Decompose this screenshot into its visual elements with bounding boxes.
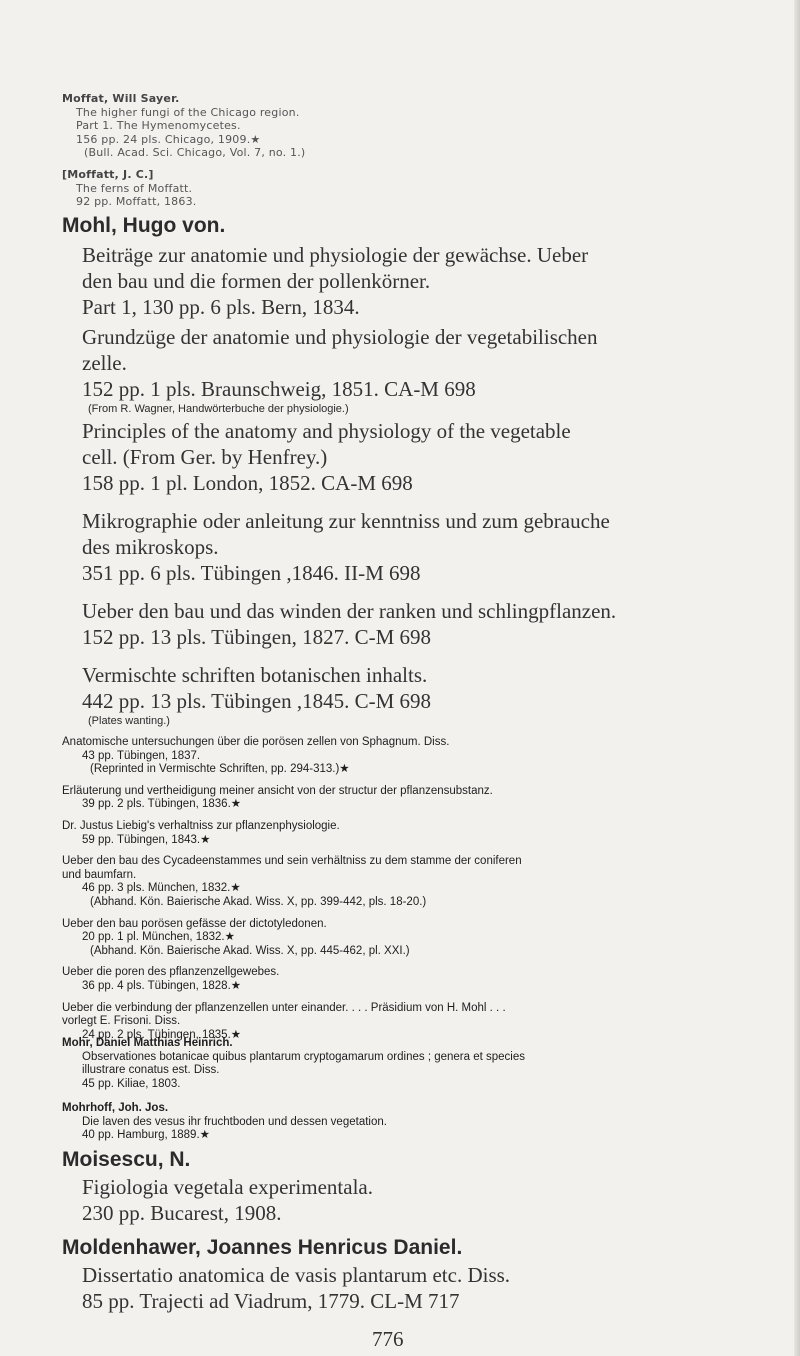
title-line: Die laven des vesus ihr fruchtboden und dessen vegetation. [82, 1115, 387, 1128]
title-line: Ueber den bau des Cycadeenstammes und sein verhältniss zu dem stamme der coniferen [62, 855, 522, 868]
series-note: (Reprinted in Vermischte Schriften, pp. 294-313.)★ [90, 763, 350, 776]
work-anatomische [62, 736, 760, 777]
title-line: cell. (From Ger. by Henfrey.) [82, 445, 328, 469]
title-line: Erläuterung und vertheidigung meiner ansicht von der structur der pflanzensubstanz. [62, 784, 493, 797]
entry-mohl [62, 212, 760, 1042]
collation-line: 36 pp. 4 pls. Tübingen, 1828.★ [82, 979, 242, 992]
title-line: Ueber den bau und das winden der ranken und schlingpflanzen. [82, 599, 617, 623]
title-line: Observationes botanicae quibus plantarum cryptogamarum ordines ; genera et species [82, 1050, 525, 1063]
entry-heading: Moisescu, N. [62, 1148, 191, 1171]
work-beitrage [62, 242, 760, 320]
series-note: (Abhand. Kön. Baierische Akad. Wiss. X, pp. 399-442, pls. 18-20.) [90, 895, 427, 908]
collation-line: 152 pp. 1 pls. Braunschweig, 1851. CA-M 698 [82, 377, 476, 401]
collation-line: 85 pp. Trajecti ad Viadrum, 1779. CL-M 717 [82, 1289, 460, 1313]
page-edge-shadow [794, 0, 800, 1356]
page-number: 776 [372, 1327, 404, 1351]
work-principles [62, 418, 760, 496]
title-line: zelle. [82, 351, 127, 375]
entry-heading: Moldenhawer, Joannes Henricus Daniel. [62, 1236, 463, 1259]
collation-line: 20 pp. 1 pl. München, 1832.★ [82, 931, 235, 944]
collation-line: 442 pp. 13 pls. Tübingen ,1845. C-M 698 [82, 689, 432, 713]
work-cycadeen [62, 855, 760, 909]
title-line: und baumfarn. [62, 868, 137, 881]
title-line: The ferns of Moffatt. [76, 181, 193, 195]
entry-moffat-will [62, 92, 760, 160]
title-line: Grundzüge der anatomie und physiologie der vegetabilischen [82, 325, 598, 349]
title-line: Beiträge zur anatomie und physiologie der gewächse. Ueber [82, 243, 589, 267]
work-ueber-ranken [62, 598, 760, 650]
work-erlauterung [62, 785, 760, 812]
entry-moldenhawer [62, 1234, 760, 1314]
entry-heading: Mohr, Daniel Matthias Heinrich. [62, 1037, 233, 1049]
collation-line: 39 pp. 2 pls. Tübingen, 1836.★ [82, 798, 242, 811]
title-line: illustrare conatus est. Diss. [82, 1064, 220, 1077]
title-line: Vermischte schriften botanischen inhalts. [82, 663, 428, 687]
series-note: (Bull. Acad. Sci. Chicago, Vol. 7, no. 1.) [84, 146, 306, 159]
entry-mohr [62, 1037, 760, 1091]
entry-mohrhoff [62, 1102, 760, 1143]
title-line: Figiologia vegetala experimentala. [82, 1175, 373, 1199]
entry-moffatt-j [62, 168, 760, 209]
title-line: Dissertatio anatomica de vasis plantarum etc. Diss. [82, 1263, 511, 1287]
work-liebig [62, 820, 760, 847]
title-line: des mikroskops. [82, 535, 219, 559]
entry-heading: [Moffatt, J. C.] [62, 168, 154, 181]
collation-line: 230 pp. Bucarest, 1908. [82, 1201, 282, 1225]
title-line: Anatomische untersuchungen über die porösen zellen von Sphagnum. Diss. [62, 736, 450, 748]
title-line: The higher fungi of the Chicago region. [76, 105, 300, 119]
work-poren [62, 966, 760, 993]
title-line: Part 1. The Hymenomycetes. [76, 119, 241, 132]
collation-line: 152 pp. 13 pls. Tübingen, 1827. C-M 698 [82, 625, 432, 649]
collation-line: 59 pp. Tübingen, 1843.★ [82, 833, 211, 846]
collation-line: 156 pp. 24 pls. Chicago, 1909.★ [76, 132, 261, 146]
work-note: (Plates wanting.) [88, 715, 170, 727]
title-line: vorlegt E. Frisoni. Diss. [62, 1015, 181, 1028]
title-line: Principles of the anatomy and physiology of the vegetable [82, 419, 571, 443]
title-line: Ueber die poren des pflanzenzellgewebes. [62, 966, 280, 979]
title-line: den bau und die formen der pollenkörner. [82, 269, 431, 293]
title-line: Dr. Justus Liebig's verhaltniss zur pflanzenphysiologie. [62, 819, 340, 832]
work-porosen-gefasse [62, 918, 760, 959]
entry-heading: Moffat, Will Sayer. [62, 92, 180, 105]
work-note: (From R. Wagner, Handwörterbuche der physiologie.) [88, 403, 349, 415]
entry-heading: Mohrhoff, Joh. Jos. [62, 1102, 169, 1114]
collation-line: Part 1, 130 pp. 6 pls. Bern, 1834. [82, 295, 360, 319]
series-note: (Abhand. Kön. Baierische Akad. Wiss. X, pp. 445-462, pl. XXI.) [90, 944, 410, 957]
work-vermischte [62, 662, 760, 714]
entry-moisescu [62, 1146, 760, 1226]
work-grundzuge [62, 324, 760, 402]
title-line: Ueber den bau porösen gefässe der dictotyledonen. [62, 917, 327, 930]
collation-line: 43 pp. Tübingen, 1837. [82, 749, 201, 762]
collation-line: 45 pp. Kiliae, 1803. [82, 1077, 181, 1090]
collation-line: 158 pp. 1 pl. London, 1852. CA-M 698 [82, 471, 413, 495]
work-mikrographie [62, 508, 760, 586]
title-line: Mikrographie oder anleitung zur kenntniss und zum gebrauche [82, 509, 610, 533]
collation-line: 351 pp. 6 pls. Tübingen ,1846. II-M 698 [82, 561, 421, 585]
collation-line: 24 pp. 2 pls. Tübingen, 1835.★ [82, 1028, 242, 1041]
title-line: Ueber die verbindung der pflanzenzellen unter einander. . . . Präsidium von H. Mohl . . . [62, 1001, 506, 1014]
collation-line: 46 pp. 3 pls. München, 1832.★ [82, 882, 241, 895]
collation-line: 92 pp. Moffatt, 1863. [76, 195, 197, 208]
collation-line: 40 pp. Hamburg, 1889.★ [82, 1129, 210, 1142]
entry-heading: Mohl, Hugo von. [62, 214, 226, 237]
